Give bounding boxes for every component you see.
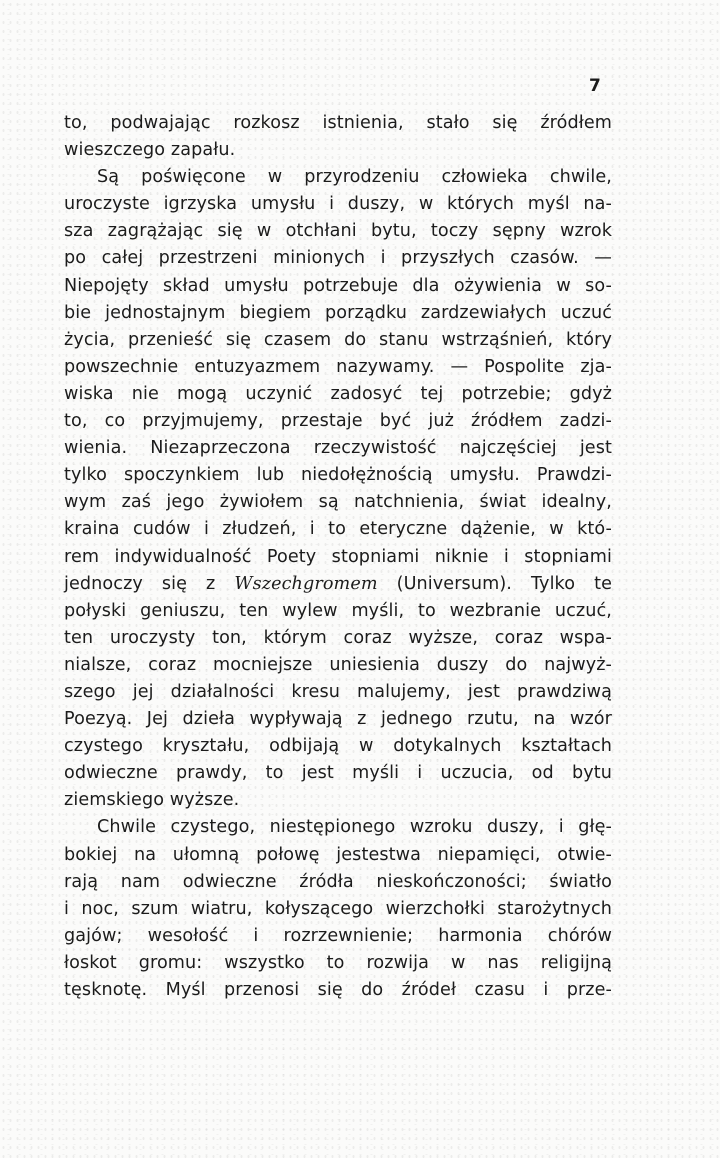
text-line: ziemskiego wyższe. [64,790,240,811]
text-line: Niepojęty skład umysłu potrzebuje dla ożywienia w so- [64,275,612,296]
page-number: 7 [589,76,601,96]
text-line: połyski geniuszu, ten wylew myśli, to wezbranie uczuć, [64,600,612,621]
paragraph-start-line: Są poświęcone w przyrodzeniu człowieka chwile, [97,167,612,188]
paragraph-start-line: Chwile czystego, niestępionego wzroku duszy, i głę- [97,817,612,838]
text-line: życia, przenieść się czasem do stanu wstrząśnień, który [64,329,612,350]
text-line: wiska nie mogą uczynić zadosyć tej potrzebie; gdyż [64,383,612,404]
text-line: gajów; wesołość i rozrzewnienie; harmonia chórów [64,925,612,946]
italic-term: Wszechgromem [234,573,378,594]
text-line: po całej przestrzeni minionych i przyszłych czasów. — [64,248,612,269]
text-line: Poezyą. Jej dzieła wypływają z jednego rzutu, na wzór [64,709,612,730]
line-segment: jednoczy się z [64,573,235,594]
text-line: czystego kryształu, odbijają w dotykalnych kształtach [64,736,612,757]
text-line: i noc, szum wiatru, kołyszącego wierzchołki starożytnych [64,898,612,919]
text-line: tylko spoczynkiem lub niedołężnością umysłu. Prawdzi- [64,465,612,486]
text-line: wienia. Niezaprzeczona rzeczywistość najczęściej jest [64,438,612,459]
text-line: ten uroczysty ton, którym coraz wyższe, coraz wspa- [64,627,612,648]
line-segment: (Universum). Tylko te [377,573,612,594]
text-line: rają nam odwieczne źródła nieskończoności; światło [64,871,612,892]
text-line: wieszczego zapału. [64,140,236,161]
body-text [64,110,612,1004]
text-line: to, podwajając rozkosz istnienia, stało się źródłem [64,113,612,133]
text-line: łoskot gromu: wszystko to rozwija w nas religijną [64,952,612,973]
text-line: kraina cudów i złudzeń, i to eteryczne dążenie, w któ- [64,519,612,540]
text-line: odwieczne prawdy, to jest myśli i uczucia, od bytu [64,763,612,784]
text-line: bokiej na ułomną połowę jestestwa niepamięci, otwie- [64,844,612,865]
text-line: bie jednostajnym biegiem porządku zardzewiałych uczuć [64,302,612,323]
text-line: szego jej działalności kresu malujemy, jest prawdziwą [64,681,612,702]
text-line: wym zaś jego żywiołem są natchnienia, świat idealny, [64,492,612,513]
text-line-with-italic [64,571,612,598]
text-line: powszechnie entuzyazmem nazywamy. — Pospolite zja- [64,356,612,377]
text-line: nialsze, coraz mocniejsze uniesienia duszy do najwyż- [64,654,612,675]
text-line: uroczyste igrzyska umysłu i duszy, w których myśl na- [64,194,612,215]
text-line: tęsknotę. Myśl przenosi się do źródeł czasu i prze- [64,980,612,1000]
text-line: rem indywidualność Poety stopniami niknie i stopniami [64,546,612,567]
text-line: sza zagrążając się w otchłani bytu, toczy sępny wzrok [64,221,612,242]
text-line: to, co przyjmujemy, przestaje być już źródłem zadzi- [64,411,612,432]
